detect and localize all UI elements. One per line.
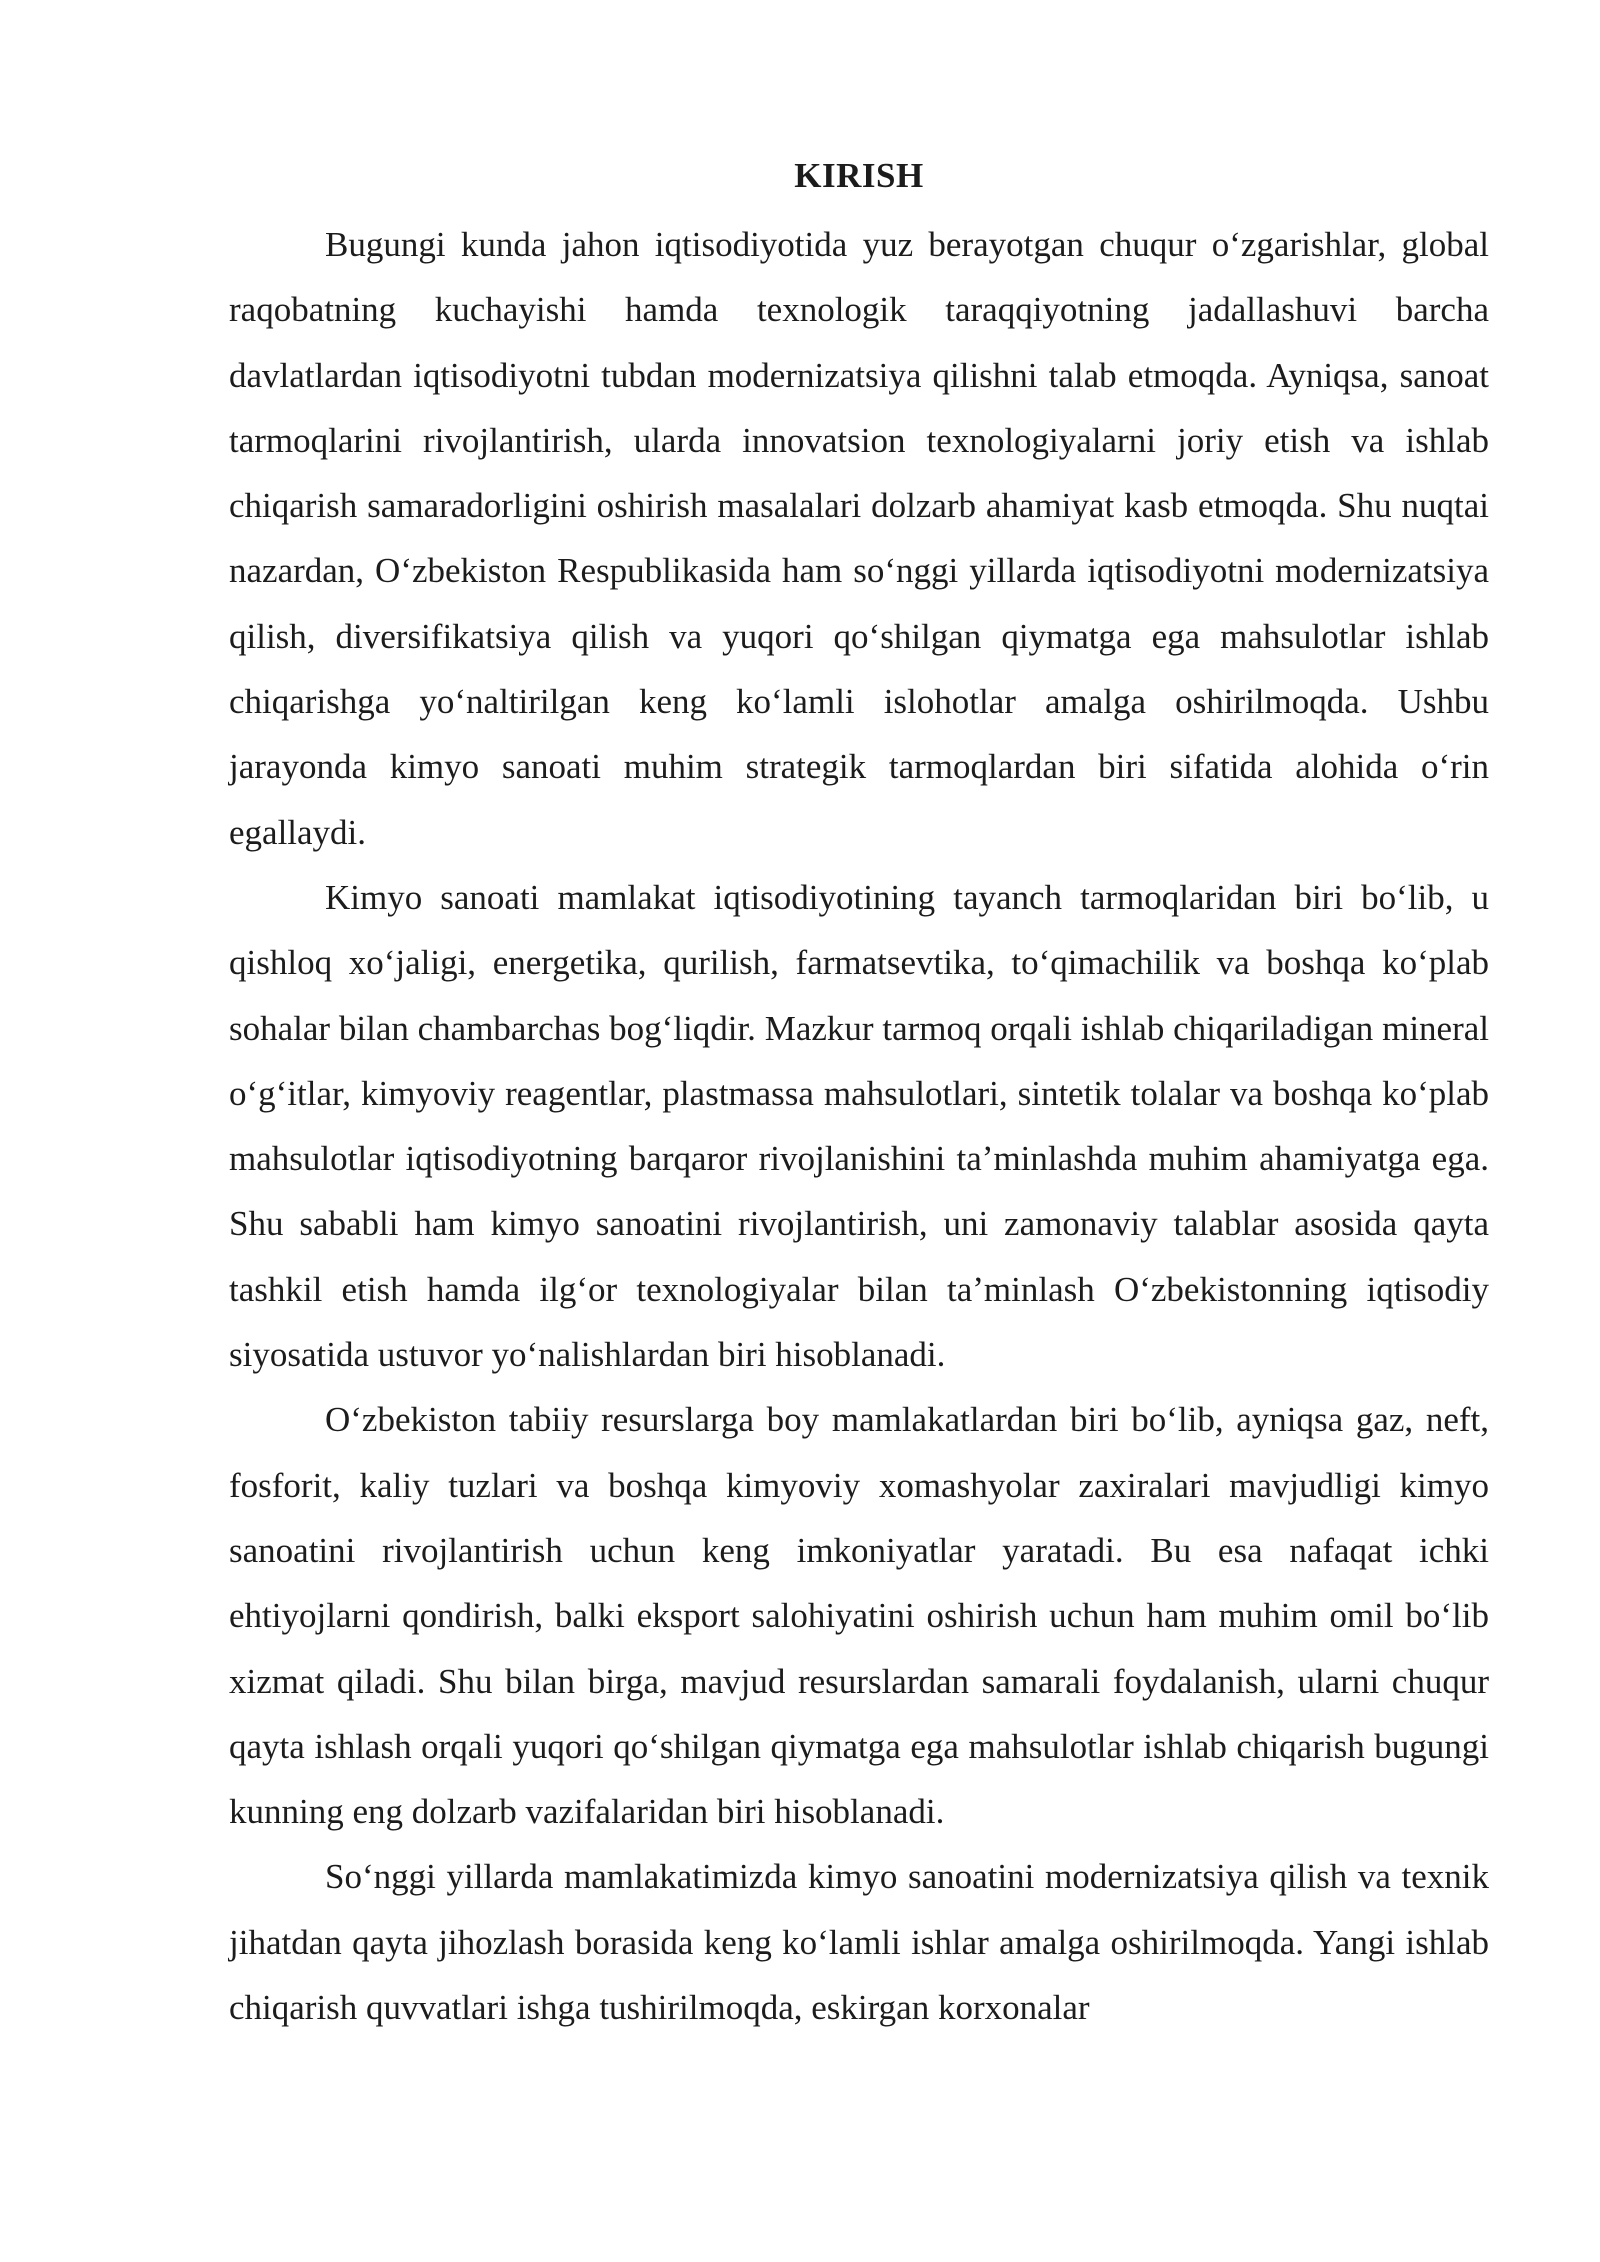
paragraph-1: Bugungi kunda jahon iqtisodiyotida yuz berayotgan chuqur oʻzgarishlar, global raqobatning kuchayishi hamda texnologik taraqqiyotning jadallashuvi barcha davlatlardan iqtisodiyotni tubdan modernizatsiya qilishni talab etmoqda. Ayniqsa, sanoat tarmoqlarini rivojlantirish, ularda innovatsion texnologiyalarni joriy etish va ishlab chiqarish samaradorligini oshirish masalalari dolzarb ahamiyat kasb etmoqda. Shu nuqtai nazardan, Oʻzbekiston Respublikasida ham soʻnggi yillarda iqtisodiyotni modernizatsiya qilish, diversifikatsiya qilish va yuqori qoʻshilgan qiymatga ega mahsulotlar ishlab chiqarishga yoʻnaltirilgan keng koʻlamli islohotlar amalga oshirilmoqda. Ushbu jarayonda kimyo sanoati muhim strategik tarmoqlardan biri sifatida alohida oʻrin egallaydi. <box>229 225 1489 852</box>
paragraph-2: Kimyo sanoati mamlakat iqtisodiyotining tayanch tarmoqlaridan biri boʻlib, u qishloq xoʻjaligi, energetika, qurilish, farmatsevtika, toʻqimachilik va boshqa koʻplab sohalar bilan chambarchas bogʻliqdir. Mazkur tarmoq orqali ishlab chiqariladigan mineral oʻgʻitlar, kimyoviy reagentlar, plastmassa mahsulotlari, sintetik tolalar va boshqa koʻplab mahsulotlar iqtisodiyotning barqaror rivojlanishini taʼminlashda muhim ahamiyatga ega. Shu sababli ham kimyo sanoatini rivojlantirish, uni zamonaviy talablar asosida qayta tashkil etish hamda ilgʻor texnologiyalar bilan taʼminlash Oʻzbekistonning iqtisodiy siyosatida ustuvor yoʻnalishlardan biri hisoblanadi. <box>229 877 1489 1375</box>
paragraph-3: Oʻzbekiston tabiiy resurslarga boy mamlakatlardan biri boʻlib, ayniqsa gaz, neft, fosforit, kaliy tuzlari va boshqa kimyoviy xomashyolar zaxiralari mavjudligi kimyo sanoatini rivojlantirish uchun keng imkoniyatlar yaratadi. Bu esa nafaqat ichki ehtiyojlarni qondirish, balki eksport salohiyatini oshirish uchun ham muhim omil boʻlib xizmat qiladi. Shu bilan birga, mavjud resurslardan samarali foydalanish, ularni chuqur qayta ishlash orqali yuqori qoʻshilgan qiymatga ega mahsulotlar ishlab chiqarish bugungi kunning eng dolzarb vazifalaridan biri hisoblanadi. <box>229 1400 1489 1832</box>
paragraph-4: Soʻnggi yillarda mamlakatimizda kimyo sanoatini modernizatsiya qilish va texnik jihatdan qayta jihozlash borasida keng koʻlamli ishlar amalga oshirilmoqda. Yangi ishlab chiqarish quvvatlari ishga tushirilmoqda, eskirgan korxonalar <box>229 1857 1489 2028</box>
section-title: KIRISH <box>794 156 924 195</box>
document-body <box>229 150 1489 2040</box>
